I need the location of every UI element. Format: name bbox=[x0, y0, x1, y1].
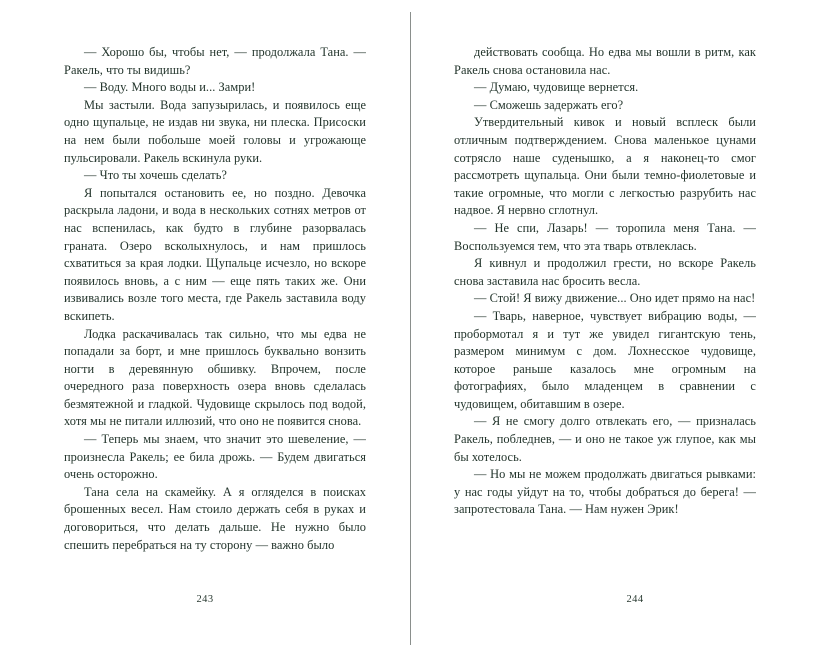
page-right bbox=[410, 0, 820, 657]
paragraph: — Стой! Я вижу движение... Оно идет прямо на нас! bbox=[474, 291, 756, 306]
paragraph: Тана села на скамейку. А я огляделся в поисках брошенных весел. Нам стоило держать себя в руках и договориться, что делать дальше. Не нужно было спешить перебраться на ту сторону — важно было bbox=[64, 484, 366, 552]
paragraph: — Тварь, наверное, чувствует вибрацию воды, — пробормотал я и тут же увидел гигантскую тень, размером минимум с дом. Лохнесское чудовище, которое раньше казалось мне огромным на фотографиях, было младенцем в сравнении с чудовищем, обитавшим в озере. bbox=[454, 308, 756, 411]
paragraph: Мы застыли. Вода запузырилась, и появилось еще одно щупальце, не издав ни звука, ни плеска. Присоски на нем были побольше моей головы и угрожающе пульсировали. Ракель вскинула руки. bbox=[64, 97, 366, 165]
page-number-right: 244 bbox=[626, 594, 644, 605]
paragraph: Я кивнул и продолжил грести, но вскоре Ракель снова заставила нас бросить весла. bbox=[454, 256, 756, 288]
page-number-left: 243 bbox=[196, 594, 214, 605]
paragraph: — Но мы не можем продолжать двигаться рывками: у нас годы уйдут на то, чтобы добраться до берега! — запротестовала Тана. — Нам нужен Эрик! bbox=[454, 467, 756, 517]
paragraph: — Теперь мы знаем, что значит это шевеление, — произнесла Ракель; ее била дрожь. — Будем двигаться очень осторожно. bbox=[64, 432, 366, 482]
paragraph: — Не спи, Лазарь! — торопила меня Тана. — Воспользуемся тем, что эта тварь отвлеклась. bbox=[454, 220, 756, 253]
paragraph: Утвердительный кивок и новый всплеск были отличным подтверждением. Снова маленькое цунами сотрясло наше суденышко, а я наконец-то смог рассмотреть щупальца. Они были темно-фиолетовые и такие огромные, что могли с легкостью разрубить нас надвое. Я нервно сглотнул. bbox=[454, 115, 756, 218]
page-right-body bbox=[454, 44, 756, 519]
paragraph: Я попытался остановить ее, но поздно. Девочка раскрыла ладони, и вода в нескольких сотнях метров от нас вспенилась, как будто в глубине разорвалась граната. Озеро всколыхнулось, и нам пришлось схватиться за края лодки. Щупальце исчезло, но вскоре появилось вновь, а с ним — еще пять таких же. Они извивались возле того места, где Ракель заставила воду вскипеть. bbox=[64, 185, 366, 323]
paragraph: — Воду. Много воды и... Замри! bbox=[84, 80, 256, 95]
paragraph: — Думаю, чудовище вернется. bbox=[474, 80, 639, 95]
paragraph: — Сможешь задержать его? bbox=[474, 97, 624, 112]
paragraph: — Хорошо бы, чтобы нет, — продолжала Тана. — Ракель, что ты видишь? bbox=[64, 45, 366, 77]
paragraph: — Что ты хочешь сделать? bbox=[84, 168, 227, 183]
page-left-body bbox=[64, 44, 366, 554]
paragraph: Лодка раскачивалась так сильно, что мы едва не попадали за борт, и мне пришлось буквально вонзить ногти в деревянную обшивку. Впрочем, после очередного раза поверхность озера вновь сделалась безмятежной и гладкой. Чудовище скрылось под водой, хотя мы не питали иллюзий, что оно не появится снова. bbox=[64, 326, 366, 429]
paragraph: — Я не смогу долго отвлекать его, — призналась Ракель, побледнев, — и оно не такое уж глупое, как мы бы хотелось. bbox=[454, 414, 756, 464]
paragraph: действовать сообща. Но едва мы вошли в ритм, как Ракель снова остановила нас. bbox=[454, 45, 756, 77]
